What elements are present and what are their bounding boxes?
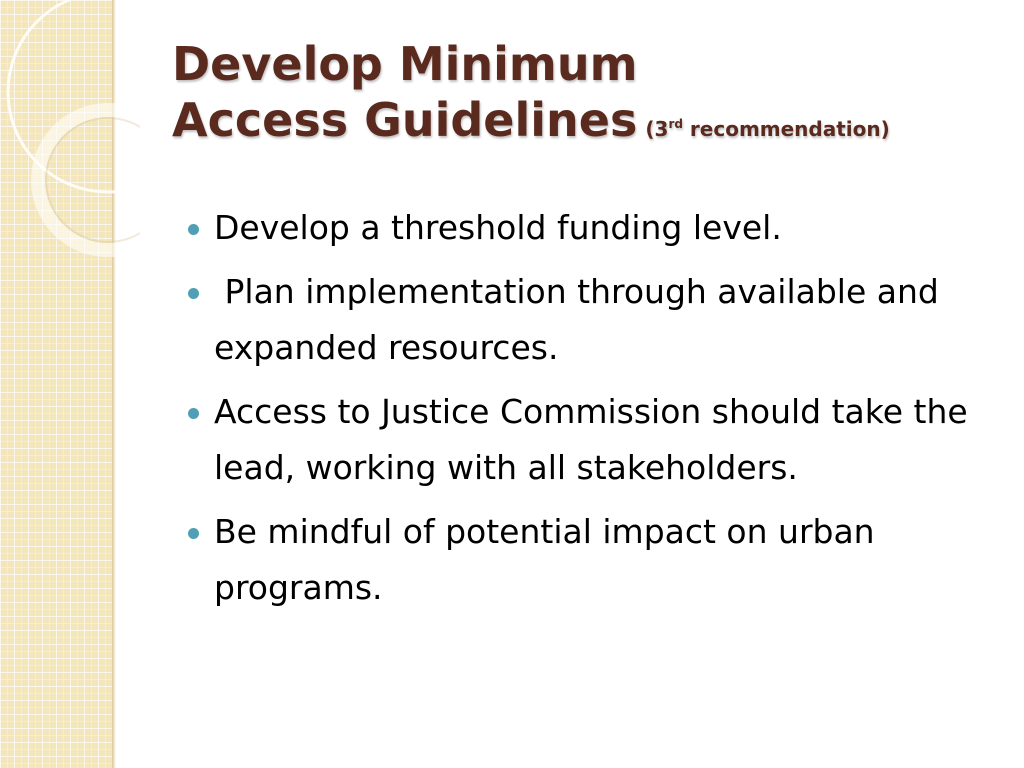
decorative-circle-ring [38, 110, 140, 250]
slide-title [172, 36, 890, 157]
bullet-text: Plan implementation through available and expanded resources. [214, 272, 950, 367]
bullet-list [188, 200, 1008, 624]
subtitle-superscript: rd [668, 117, 683, 131]
bullet-text: Develop a threshold funding level. [214, 208, 782, 247]
title-line-1: Develop Minimum [172, 37, 638, 91]
bullet-text: Be mindful of potential impact on urban programs. [214, 512, 875, 607]
bullet-dot-icon [188, 408, 199, 419]
title-subtitle [645, 117, 889, 141]
bullet-item [188, 384, 1008, 496]
title-line-2 [172, 92, 890, 157]
decorative-circles [0, 0, 140, 260]
subtitle-prefix: (3 [645, 117, 669, 141]
bullet-text: Access to Justice Commission should take the lead, working with all stakeholders. [214, 392, 968, 487]
bullet-item [188, 200, 1008, 256]
bullet-dot-icon [188, 288, 199, 299]
bullet-item [188, 264, 1008, 376]
decorative-circle-large [8, 0, 140, 192]
bullet-dot-icon [188, 528, 199, 539]
subtitle-suffix: recommendation) [682, 117, 890, 141]
title-line-2-text: Access Guidelines [172, 93, 638, 147]
bullet-dot-icon [188, 224, 199, 235]
bullet-item [188, 504, 1008, 616]
